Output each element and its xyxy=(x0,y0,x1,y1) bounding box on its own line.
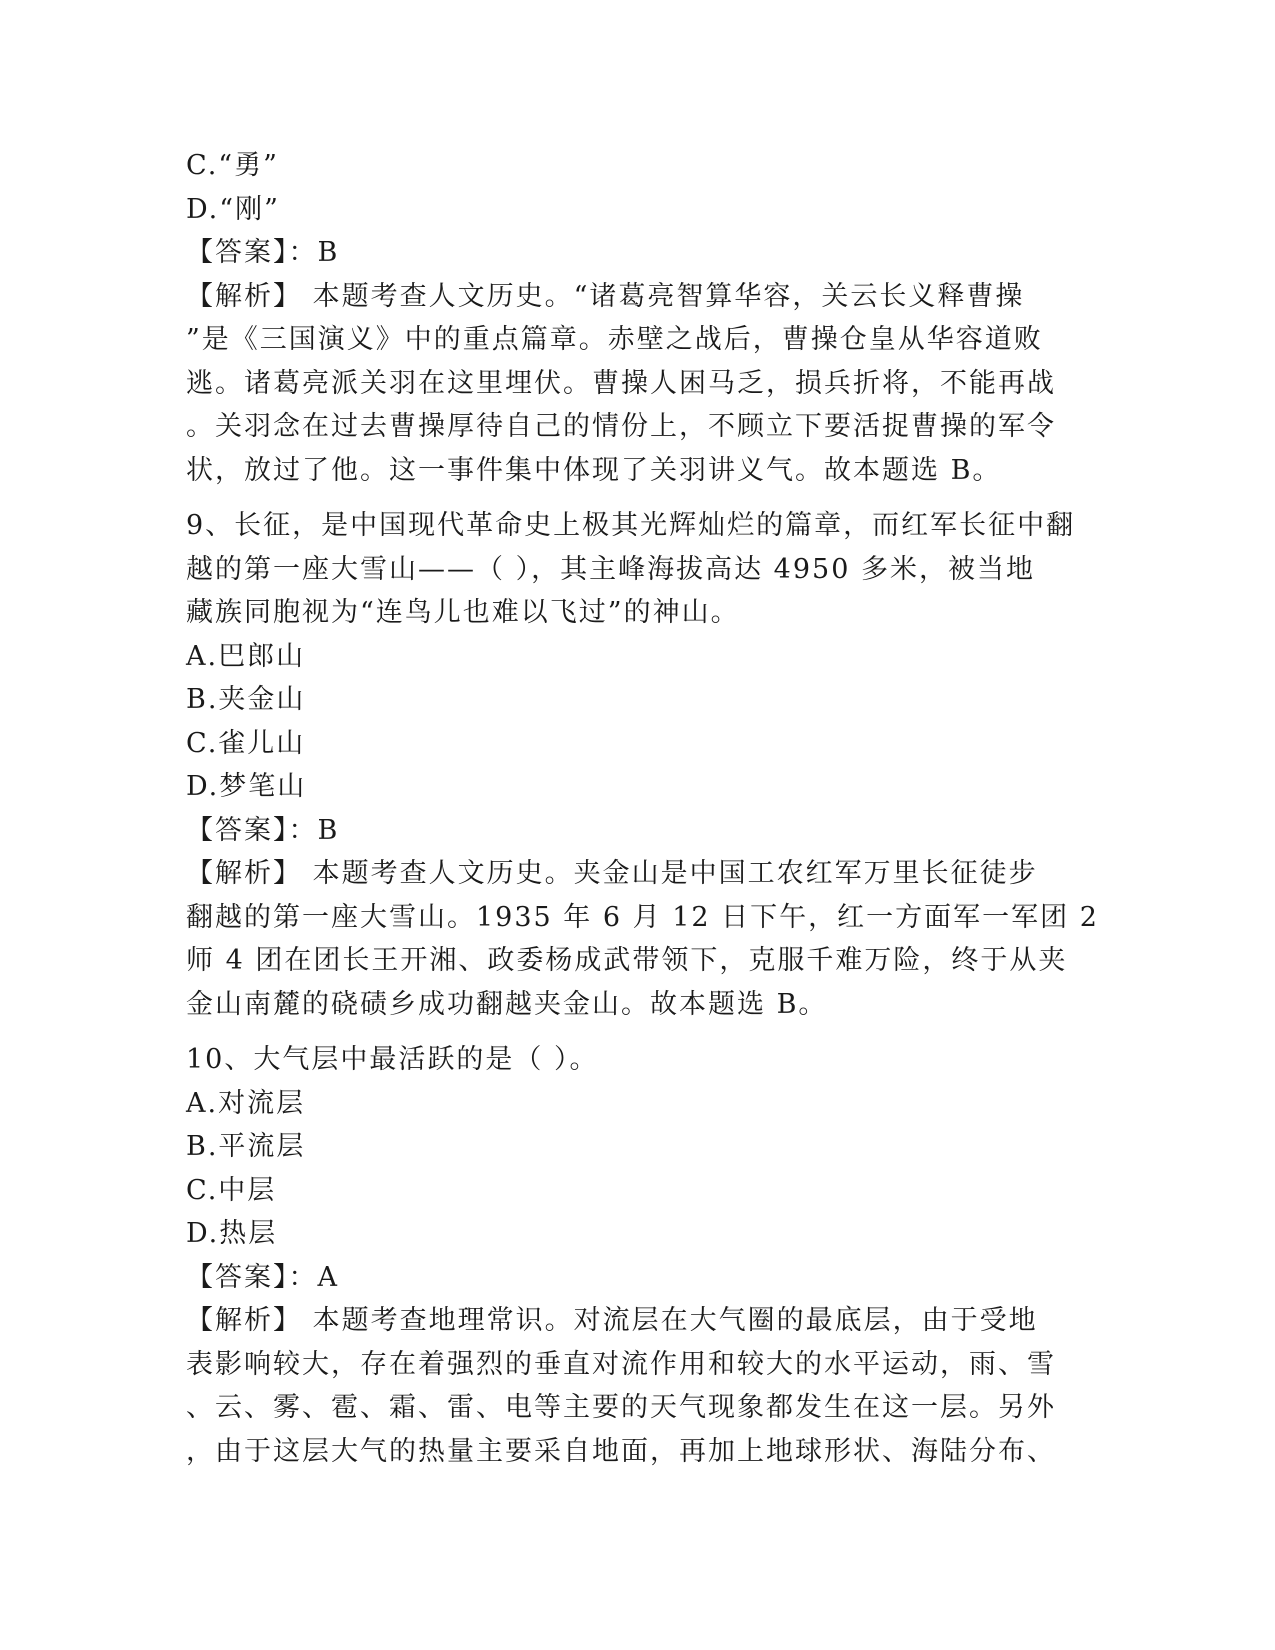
q10-answer: 【答案】：A xyxy=(186,1261,339,1293)
q10-analysis-line: 【解析】 本题考查地理常识。对流层在大气圈的最底层，由于受地 xyxy=(186,1305,1038,1336)
q10-option-b: B.平流层 xyxy=(186,1131,306,1162)
q10-analysis-line: 、云、雾、雹、霜、雷、电等主要的天气现象都发生在这一层。另外 xyxy=(186,1392,1056,1423)
q9-stem-line: 9、长征，是中国现代革命史上极其光辉灿烂的篇章，而红军长征中翻 xyxy=(186,510,1076,541)
question-spacer xyxy=(186,1026,1086,1038)
q9-answer: 【答案】：B xyxy=(186,814,340,846)
q9-analysis-line: 翻越的第一座大雪山。1935 年 6 月 12 日下午，红一方面军一军团 2 xyxy=(186,901,1099,933)
question-spacer xyxy=(186,492,1086,504)
q9-option-d: D.梦笔山 xyxy=(186,771,307,802)
q8-analysis-line: 状，放过了他。这一事件集中体现了关羽讲义气。故本题选 B。 xyxy=(186,454,1002,486)
q10-stem: 10、大气层中最活跃的是（ ）。 xyxy=(186,1044,599,1075)
q10-option-d: D.热层 xyxy=(186,1218,278,1249)
q9-stem-line: 越的第一座大雪山——（ ），其主峰海拔高达 4950 多米，被当地 xyxy=(186,553,1035,585)
q8-option-c: C.“勇” xyxy=(186,150,279,181)
q8-analysis-line: ”是《三国演义》中的重点篇章。赤壁之战后，曹操仓皇从华容道败 xyxy=(186,324,1043,355)
q8-analysis-line: 【解析】 本题考查人文历史。“诸葛亮智算华容，关云长义释曹操 xyxy=(186,280,1025,312)
q8-answer: 【答案】：B xyxy=(186,237,340,268)
q10-option-c: C.中层 xyxy=(186,1174,277,1206)
q9-option-b: B.夹金山 xyxy=(186,684,306,715)
q10-analysis-line: 表影响较大，存在着强烈的垂直对流作用和较大的水平运动，雨、雪 xyxy=(186,1348,1056,1380)
q9-stem-line: 藏族同胞视为“连鸟儿也难以飞过”的神山。 xyxy=(186,597,740,628)
document-page xyxy=(186,144,1099,1473)
q9-option-a: A.巴郎山 xyxy=(186,640,306,672)
q9-analysis-line: 【解析】 本题考查人文历史。夹金山是中国工农红军万里长征徒步 xyxy=(186,858,1038,889)
q8-analysis-line: 。关羽念在过去曹操厚待自己的情份上，不顾立下要活捉曹操的军令 xyxy=(186,411,1056,442)
q10-option-a: A.对流层 xyxy=(186,1087,306,1119)
q9-option-c: C.雀儿山 xyxy=(186,727,306,759)
q8-analysis-line: 逃。诸葛亮派关羽在这里埋伏。曹操人困马乏，损兵折将，不能再战 xyxy=(186,367,1056,399)
q9-analysis-line: 师 4 团在团长王开湘、政委杨成武带领下，克服千难万险，终于从夹 xyxy=(186,945,1068,976)
q9-analysis-line: 金山南麓的硗碛乡成功翻越夹金山。故本题选 B。 xyxy=(186,988,828,1020)
q10-analysis-line: ，由于这层大气的热量主要采自地面，再加上地球形状、海陆分布、 xyxy=(186,1435,1056,1467)
q8-option-d: D.“刚” xyxy=(186,193,280,225)
